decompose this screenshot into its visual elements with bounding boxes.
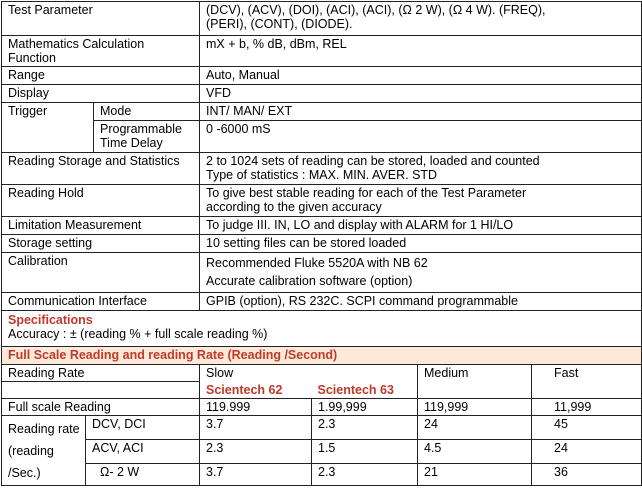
rate-value: 2.3: [312, 416, 418, 440]
accuracy-note: Accuracy : ± (reading % + full scale reading %): [8, 327, 268, 341]
full-scale-row: [2, 399, 642, 416]
spec-row: [2, 217, 642, 235]
rate-value: 45: [532, 416, 642, 440]
specifications-title: Specifications: [8, 313, 93, 327]
spec-label: Limitation Measurement: [2, 217, 200, 235]
spec-value: Auto, Manual: [200, 67, 642, 85]
rate-param: DCV, DCI: [86, 416, 200, 440]
trigger-row: [2, 103, 642, 121]
rate-value: 2.3: [200, 439, 312, 463]
spec-value: 2 to 1024 sets of reading can be stored, loaded and counted Type of statistics : MAX. MIN. AVER. STD: [200, 153, 642, 185]
spec-value: (DCV), (ACV), (DOI), (ACI), (ACI), (Ω 2 W), (Ω 4 W). (FREQ), (PERI), (CONT), (DIODE).: [200, 2, 642, 36]
spec-row: [2, 153, 642, 185]
spec-row: [2, 235, 642, 253]
spec-row: [2, 85, 642, 103]
rate-row: [2, 463, 642, 486]
trigger-mode-label: Mode: [94, 103, 200, 121]
specifications-section: [2, 311, 642, 347]
spec-table: [1, 1, 642, 347]
slow-header: Slow: [200, 365, 418, 382]
rate-value: 24: [418, 416, 532, 440]
rate-value: 4.5: [418, 439, 532, 463]
full-scale-value: 1.99,999: [312, 399, 418, 416]
model-62: Scientech 62: [200, 382, 312, 399]
spec-row: [2, 293, 642, 311]
rate-value: 21: [418, 463, 532, 486]
rate-row: [2, 439, 642, 463]
rate-param: Ω- 2 W: [86, 463, 200, 486]
rate-label: [2, 416, 86, 486]
trigger-mode-value: INT/ MAN/ EXT: [200, 103, 642, 121]
full-scale-value: 119.999: [200, 399, 312, 416]
spec-label: Display: [2, 85, 200, 103]
spec-label: Reading Hold: [2, 185, 200, 217]
spec-label: Communication Interface: [2, 293, 200, 311]
specifications-cell: [2, 311, 642, 347]
trigger-delay-value: 0 -6000 mS: [200, 121, 642, 153]
spec-label: Calibration: [2, 253, 200, 293]
rate-label-line-1: Reading rate: [8, 422, 80, 436]
spec-row: [2, 36, 642, 67]
rate-header-label: Reading Rate: [2, 365, 200, 382]
full-scale-table: [1, 346, 642, 486]
rate-header-row: [2, 365, 642, 382]
spec-value: GPIB (option), RS 232C. SCPI command programmable: [200, 293, 642, 311]
medium-header: Medium: [418, 365, 532, 399]
spec-label: Storage setting: [2, 235, 200, 253]
spec-value: Recommended Fluke 5520A with NB 62 Accurate calibration software (option): [200, 253, 642, 293]
rate-row: [2, 416, 642, 440]
full-scale-label: Full scale Reading: [2, 399, 200, 416]
rate-value: 24: [532, 439, 642, 463]
trigger-label: Trigger: [2, 103, 94, 153]
spec-label: Test Parameter: [2, 2, 200, 36]
full-scale-title: Full Scale Reading and reading Rate (Reading /Second): [8, 348, 338, 362]
spec-row: [2, 67, 642, 85]
spec-value: 10 setting files can be stored loaded: [200, 235, 642, 253]
spec-row: [2, 2, 642, 36]
spec-label: Reading Storage and Statistics: [2, 153, 200, 185]
full-scale-title-cell: [2, 347, 642, 365]
rate-value: 1.5: [312, 439, 418, 463]
trigger-delay-label: Programmable Time Delay: [94, 121, 200, 153]
rate-value: 3.7: [200, 463, 312, 486]
rate-value: 36: [532, 463, 642, 486]
spec-row: [2, 185, 642, 217]
rate-value: 3.7: [200, 416, 312, 440]
spec-value: To judge III. IN, LO and display with ALARM for 1 HI/LO: [200, 217, 642, 235]
full-scale-title-row: [2, 347, 642, 365]
fast-header: Fast: [532, 365, 642, 399]
model-63: Scientech 63: [312, 382, 418, 399]
spec-label: Mathematics Calculation Function: [2, 36, 200, 67]
rate-label-line-2: (reading /Sec.): [8, 444, 54, 480]
spec-value: VFD: [200, 85, 642, 103]
model-row-blank: [2, 382, 200, 399]
spec-row: [2, 253, 642, 293]
rate-value: 2.3: [312, 463, 418, 486]
trigger-delay-row: [2, 121, 642, 153]
full-scale-value: 119,999: [418, 399, 532, 416]
spec-sheet: [1, 1, 641, 496]
spec-label: Range: [2, 67, 200, 85]
rate-param: ACV, ACI: [86, 439, 200, 463]
spec-value: To give best stable reading for each of the Test Parameter according to the given accuracy: [200, 185, 642, 217]
full-scale-value: 11,999: [532, 399, 642, 416]
spec-value: mX + b, % dB, dBm, REL: [200, 36, 642, 67]
